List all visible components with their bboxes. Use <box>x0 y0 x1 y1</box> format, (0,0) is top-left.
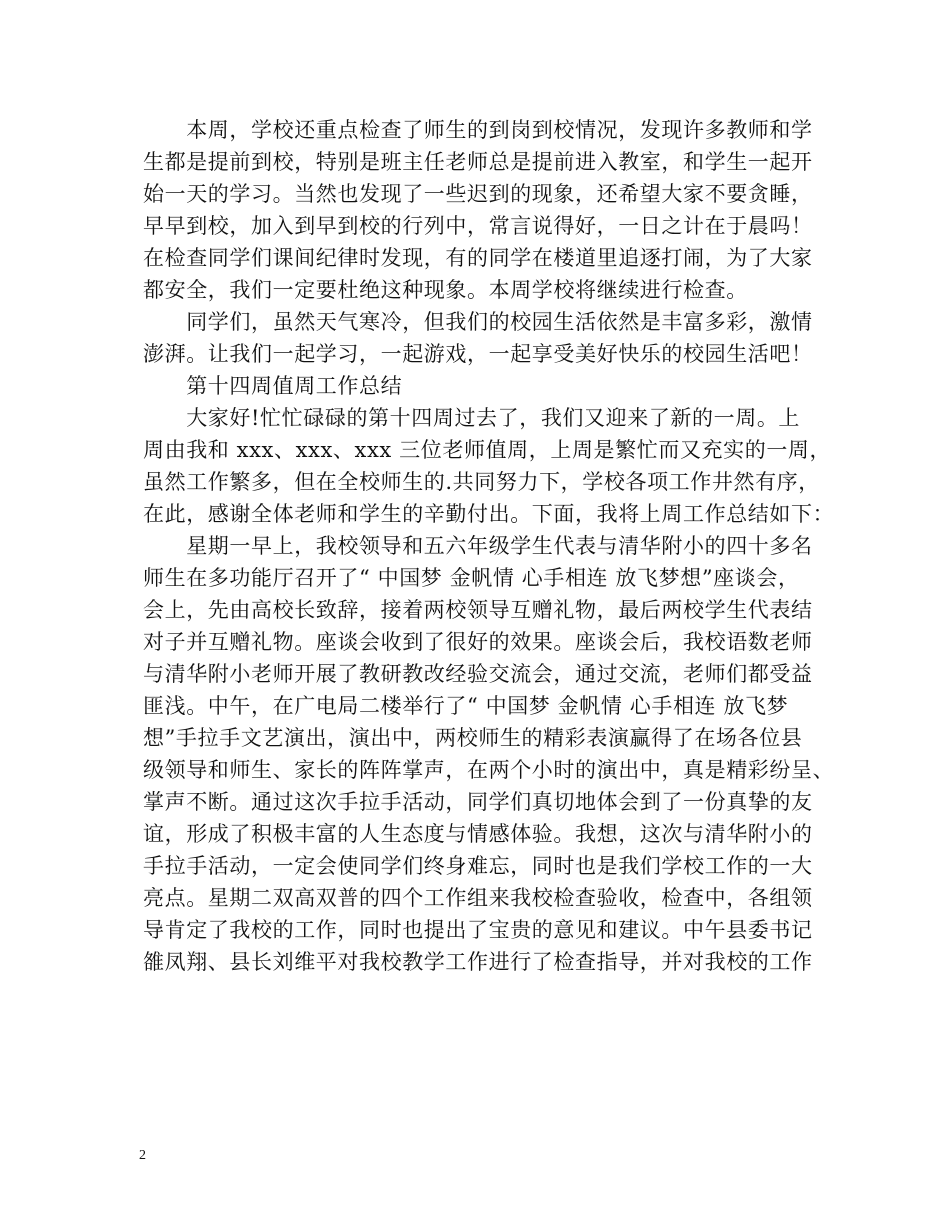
text-line: 谊，形成了积极丰富的人生态度与情感体验。我想，这次与清华附小的 <box>143 822 813 846</box>
text-line: 对子并互赠礼物。座谈会收到了很好的效果。座谈会后，我校语数老师 <box>143 630 813 654</box>
text-line: 师生在多功能厅召开了“ 中国梦 金帆情 心手相连 放飞梦想”座谈会， <box>143 566 800 590</box>
text-line: 与清华附小老师开展了教研教改经验交流会，通过交流，老师们都受益 <box>143 662 813 686</box>
text-line: 在检查同学们课间纪律时发现，有的同学在楼道里追逐打闹，为了大家 <box>143 246 813 270</box>
text-line: 周由我和 xxx、xxx、xxx 三位老师值周，上周是繁忙而又充实的一周， <box>143 438 832 462</box>
text-line: 早早到校，加入到早到校的行列中，常言说得好，一日之计在于晨吗！ <box>143 214 813 238</box>
text-line: 大家好!忙忙碌碌的第十四周过去了，我们又迎来了新的一周。上 <box>143 406 801 430</box>
text-line: 都安全，我们一定要杜绝这种现象。本周学校将继续进行检查。 <box>143 278 748 302</box>
section-heading: 第十四周值周工作总结 <box>143 374 403 398</box>
text-line: 想”手拉手文艺演出，演出中，两校师生的精彩表演赢得了在场各位县 <box>143 726 803 750</box>
text-line: 澎湃。让我们一起学习，一起游戏，一起享受美好快乐的校园生活吧！ <box>143 342 813 366</box>
text-line: 匪浅。中午，在广电局二楼举行了“ 中国梦 金帆情 心手相连 放飞梦 <box>143 694 789 718</box>
text-line: 手拉手活动，一定会使同学们终身难忘，同时也是我们学校工作的一大 <box>143 854 813 878</box>
text-line: 生都是提前到校，特别是班主任老师总是提前进入教室，和学生一起开 <box>143 150 813 174</box>
text-line: 导肯定了我校的工作，同时也提出了宝贵的意见和建议。中午县委书记 <box>143 918 813 942</box>
text-line: 雒凤翔、县长刘维平对我校教学工作进行了检查指导，并对我校的工作 <box>143 950 813 974</box>
text-line: 虽然工作繁多，但在全校师生的.共同努力下，学校各项工作井然有序， <box>143 470 820 494</box>
text-line: 掌声不断。通过这次手拉手活动，同学们真切地体会到了一份真挚的友 <box>143 790 813 814</box>
text-line: 始一天的学习。当然也发现了一些迟到的现象，还希望大家不要贪睡， <box>143 182 813 206</box>
text-line: 同学们，虽然天气寒冷，但我们的校园生活依然是丰富多彩，激情 <box>143 310 813 334</box>
page-number: 2 <box>139 1148 146 1163</box>
text-line: 星期一早上，我校领导和五六年级学生代表与清华附小的四十多名 <box>143 534 813 558</box>
text-line: 级领导和师生、家长的阵阵掌声，在两个小时的演出中，真是精彩纷呈、 <box>143 758 835 782</box>
text-line: 在此，感谢全体老师和学生的辛勤付出。下面，我将上周工作总结如下： <box>143 502 835 526</box>
text-line: 会上，先由高校长致辞，接着两校领导互赠礼物，最后两校学生代表结 <box>143 598 813 622</box>
text-line: 本周，学校还重点检查了师生的到岗到校情况，发现许多教师和学 <box>143 118 813 142</box>
text-line: 亮点。星期二双高双普的四个工作组来我校检查验收，检查中，各组领 <box>143 886 813 910</box>
